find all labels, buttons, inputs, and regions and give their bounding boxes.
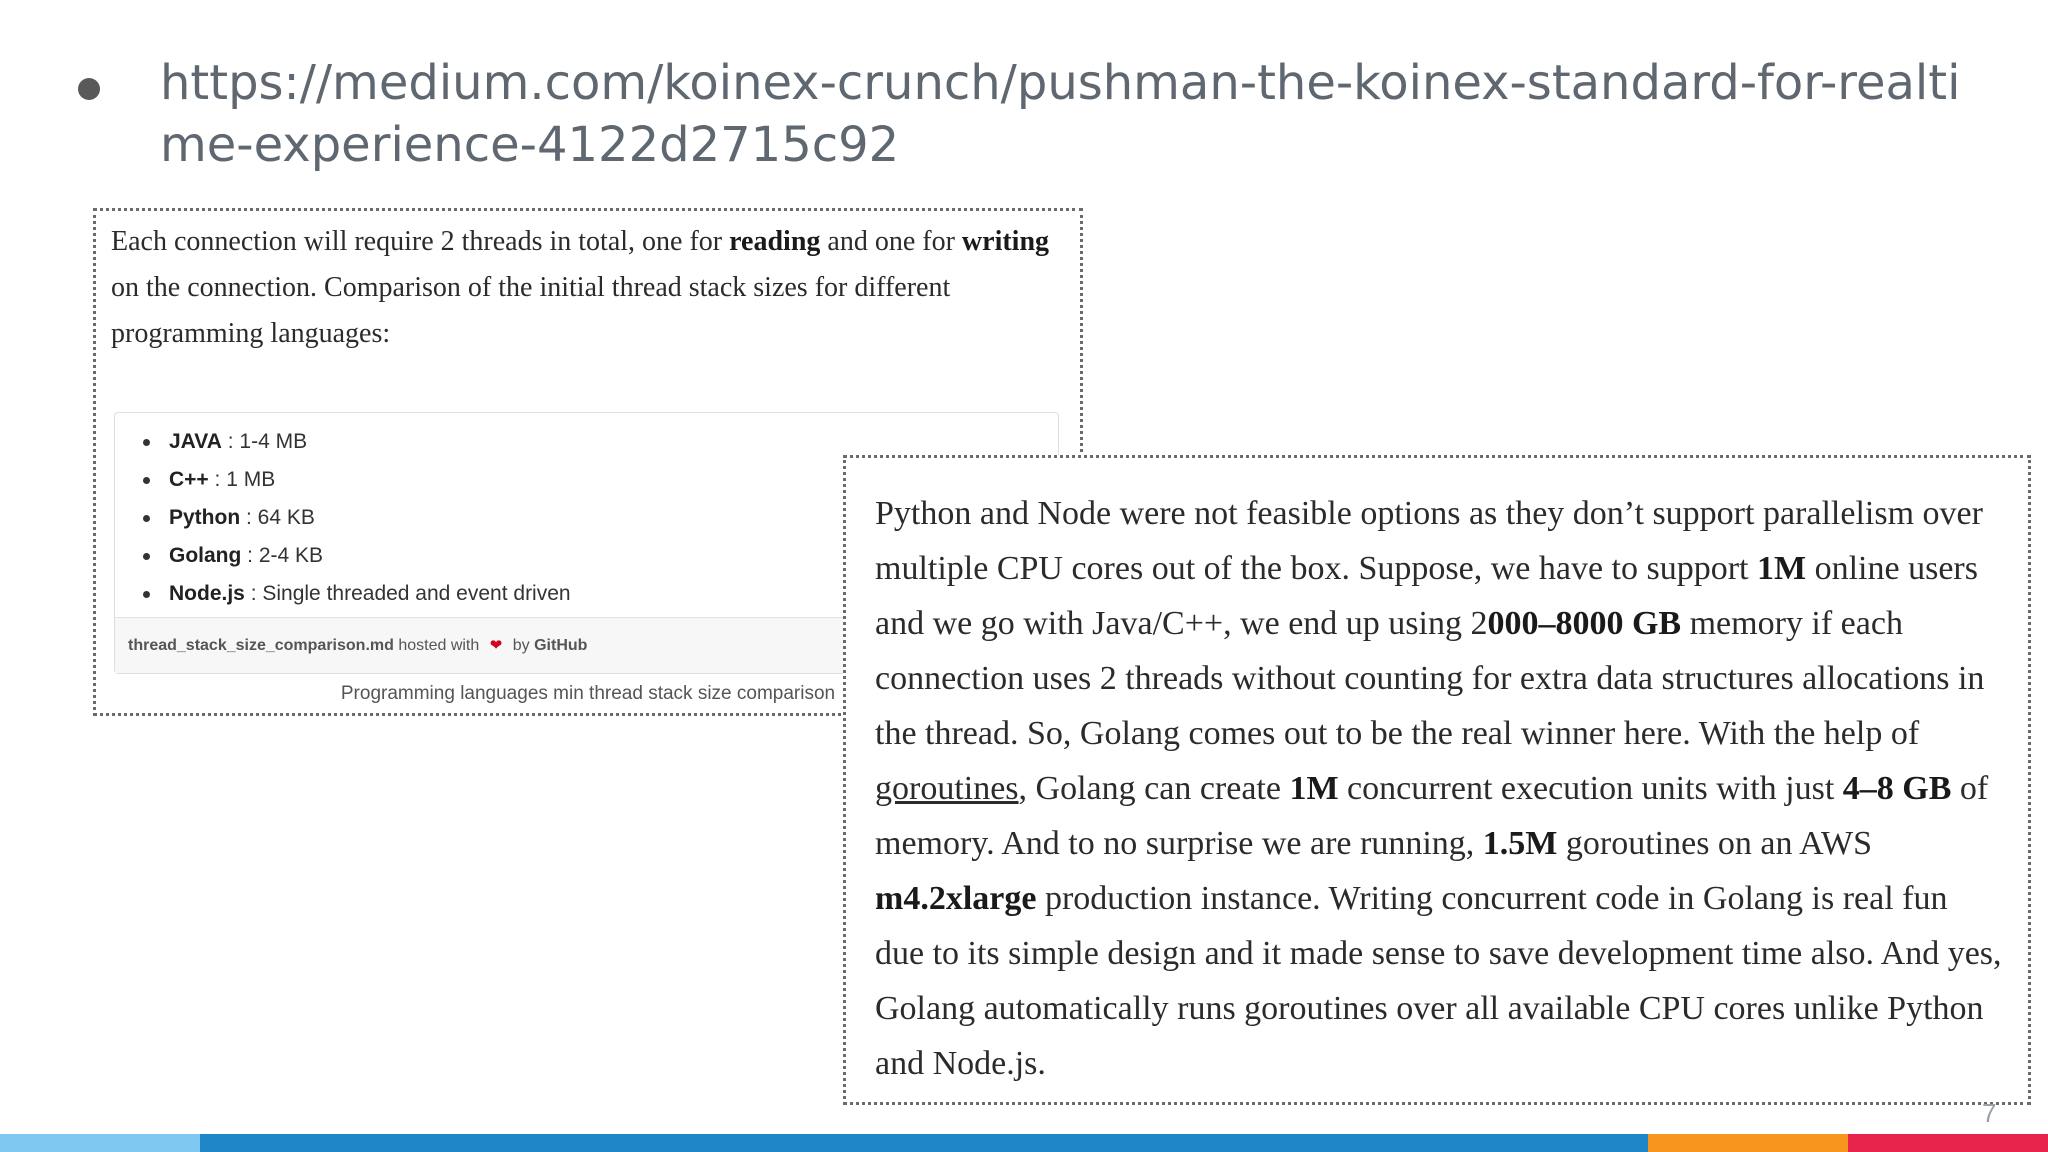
lang-value: : 1 MB xyxy=(208,468,276,491)
para-text: concurrent execution units with just xyxy=(1338,770,1843,807)
lang-name: JAVA xyxy=(169,430,222,453)
intro-text-1: Each connection will require 2 threads in total, one for xyxy=(111,226,730,257)
lang-name: Python xyxy=(169,506,241,529)
stack-size-list xyxy=(143,423,571,613)
lang-name: C++ xyxy=(169,468,209,491)
gist-by-text: by xyxy=(508,637,535,654)
para-bold: m4.2xlarge xyxy=(875,880,1037,917)
intro-bold-reading: reading xyxy=(729,226,821,257)
lang-value: : Single threaded and event driven xyxy=(244,582,571,605)
para-bold: 1M xyxy=(1757,550,1807,587)
bullet-dot-icon xyxy=(78,78,100,100)
bar-segment-red xyxy=(1848,1134,2048,1152)
para-text: production instance. Writing concurrent code in Golang is real fun due to its simple design and it made sense to save development time also. And yes, Golang automatically runs goroutines over all available CPU cores unlike Python and Node.js. xyxy=(875,880,2002,1082)
para-bold: 1M xyxy=(1289,770,1339,807)
list-item xyxy=(143,461,571,499)
gist-hosted-text: hosted with xyxy=(393,637,484,654)
lang-value: : 2-4 KB xyxy=(241,544,324,567)
article-url-link[interactable]: https://medium.com/koinex-crunch/pushman-the-koinex-standard-for-realtime-experience-4122d2715c92 xyxy=(160,55,1961,173)
gist-filename-link[interactable]: thread_stack_size_comparison.md xyxy=(128,637,394,654)
intro-text-2: and one for xyxy=(820,226,962,257)
thread-intro-paragraph xyxy=(111,219,1071,357)
bar-segment-blue xyxy=(200,1134,1648,1152)
para-bold: 000–8000 GB xyxy=(1487,605,1682,642)
para-text: of memory. And to no surprise we are running, xyxy=(875,770,1989,862)
list-item xyxy=(143,499,571,537)
bar-segment-orange xyxy=(1648,1134,1848,1152)
golang-paragraph xyxy=(875,486,2005,1091)
goroutines-link[interactable]: goroutines xyxy=(875,770,1019,807)
list-item xyxy=(143,537,571,575)
lang-value: : 64 KB xyxy=(240,506,315,529)
para-text: goroutines on an AWS xyxy=(1557,825,1872,862)
intro-text-3: on the connection. Comparison of the initial thread stack sizes for different programming languages: xyxy=(111,272,951,349)
github-link[interactable]: GitHub xyxy=(534,637,588,654)
para-text: memory if each connection uses 2 threads without counting for extra data structures allocations in the thread. So, Golang comes out to be the real winner here. With the help of xyxy=(875,605,1985,752)
lang-name: Golang xyxy=(169,544,242,567)
right-screenshot-panel xyxy=(843,455,2031,1105)
intro-bold-writing: writing xyxy=(961,226,1050,257)
gist-caption: Programming languages min thread stack size comparison xyxy=(340,683,836,704)
heart-icon: ❤ xyxy=(489,637,503,654)
list-item xyxy=(143,575,571,613)
para-text: online users and we go with Java/C++, we end up using 2 xyxy=(875,550,1978,642)
para-bold: 1.5M xyxy=(1482,825,1558,862)
para-text: Python and Node were not feasible options as they don’t support parallelism over multiple CPU cores out of the box. Suppose, we have to support xyxy=(875,495,1983,587)
page-number: 7 xyxy=(1982,1098,1997,1128)
header-bullet xyxy=(78,52,2008,176)
bottom-color-bar xyxy=(0,1134,2048,1152)
para-text: , Golang can create xyxy=(1018,770,1290,807)
para-bold: 4–8 GB xyxy=(1842,770,1952,807)
bar-segment-light-blue xyxy=(0,1134,200,1152)
lang-value: : 1-4 MB xyxy=(221,430,308,453)
lang-name: Node.js xyxy=(169,582,245,605)
list-item xyxy=(143,423,571,461)
